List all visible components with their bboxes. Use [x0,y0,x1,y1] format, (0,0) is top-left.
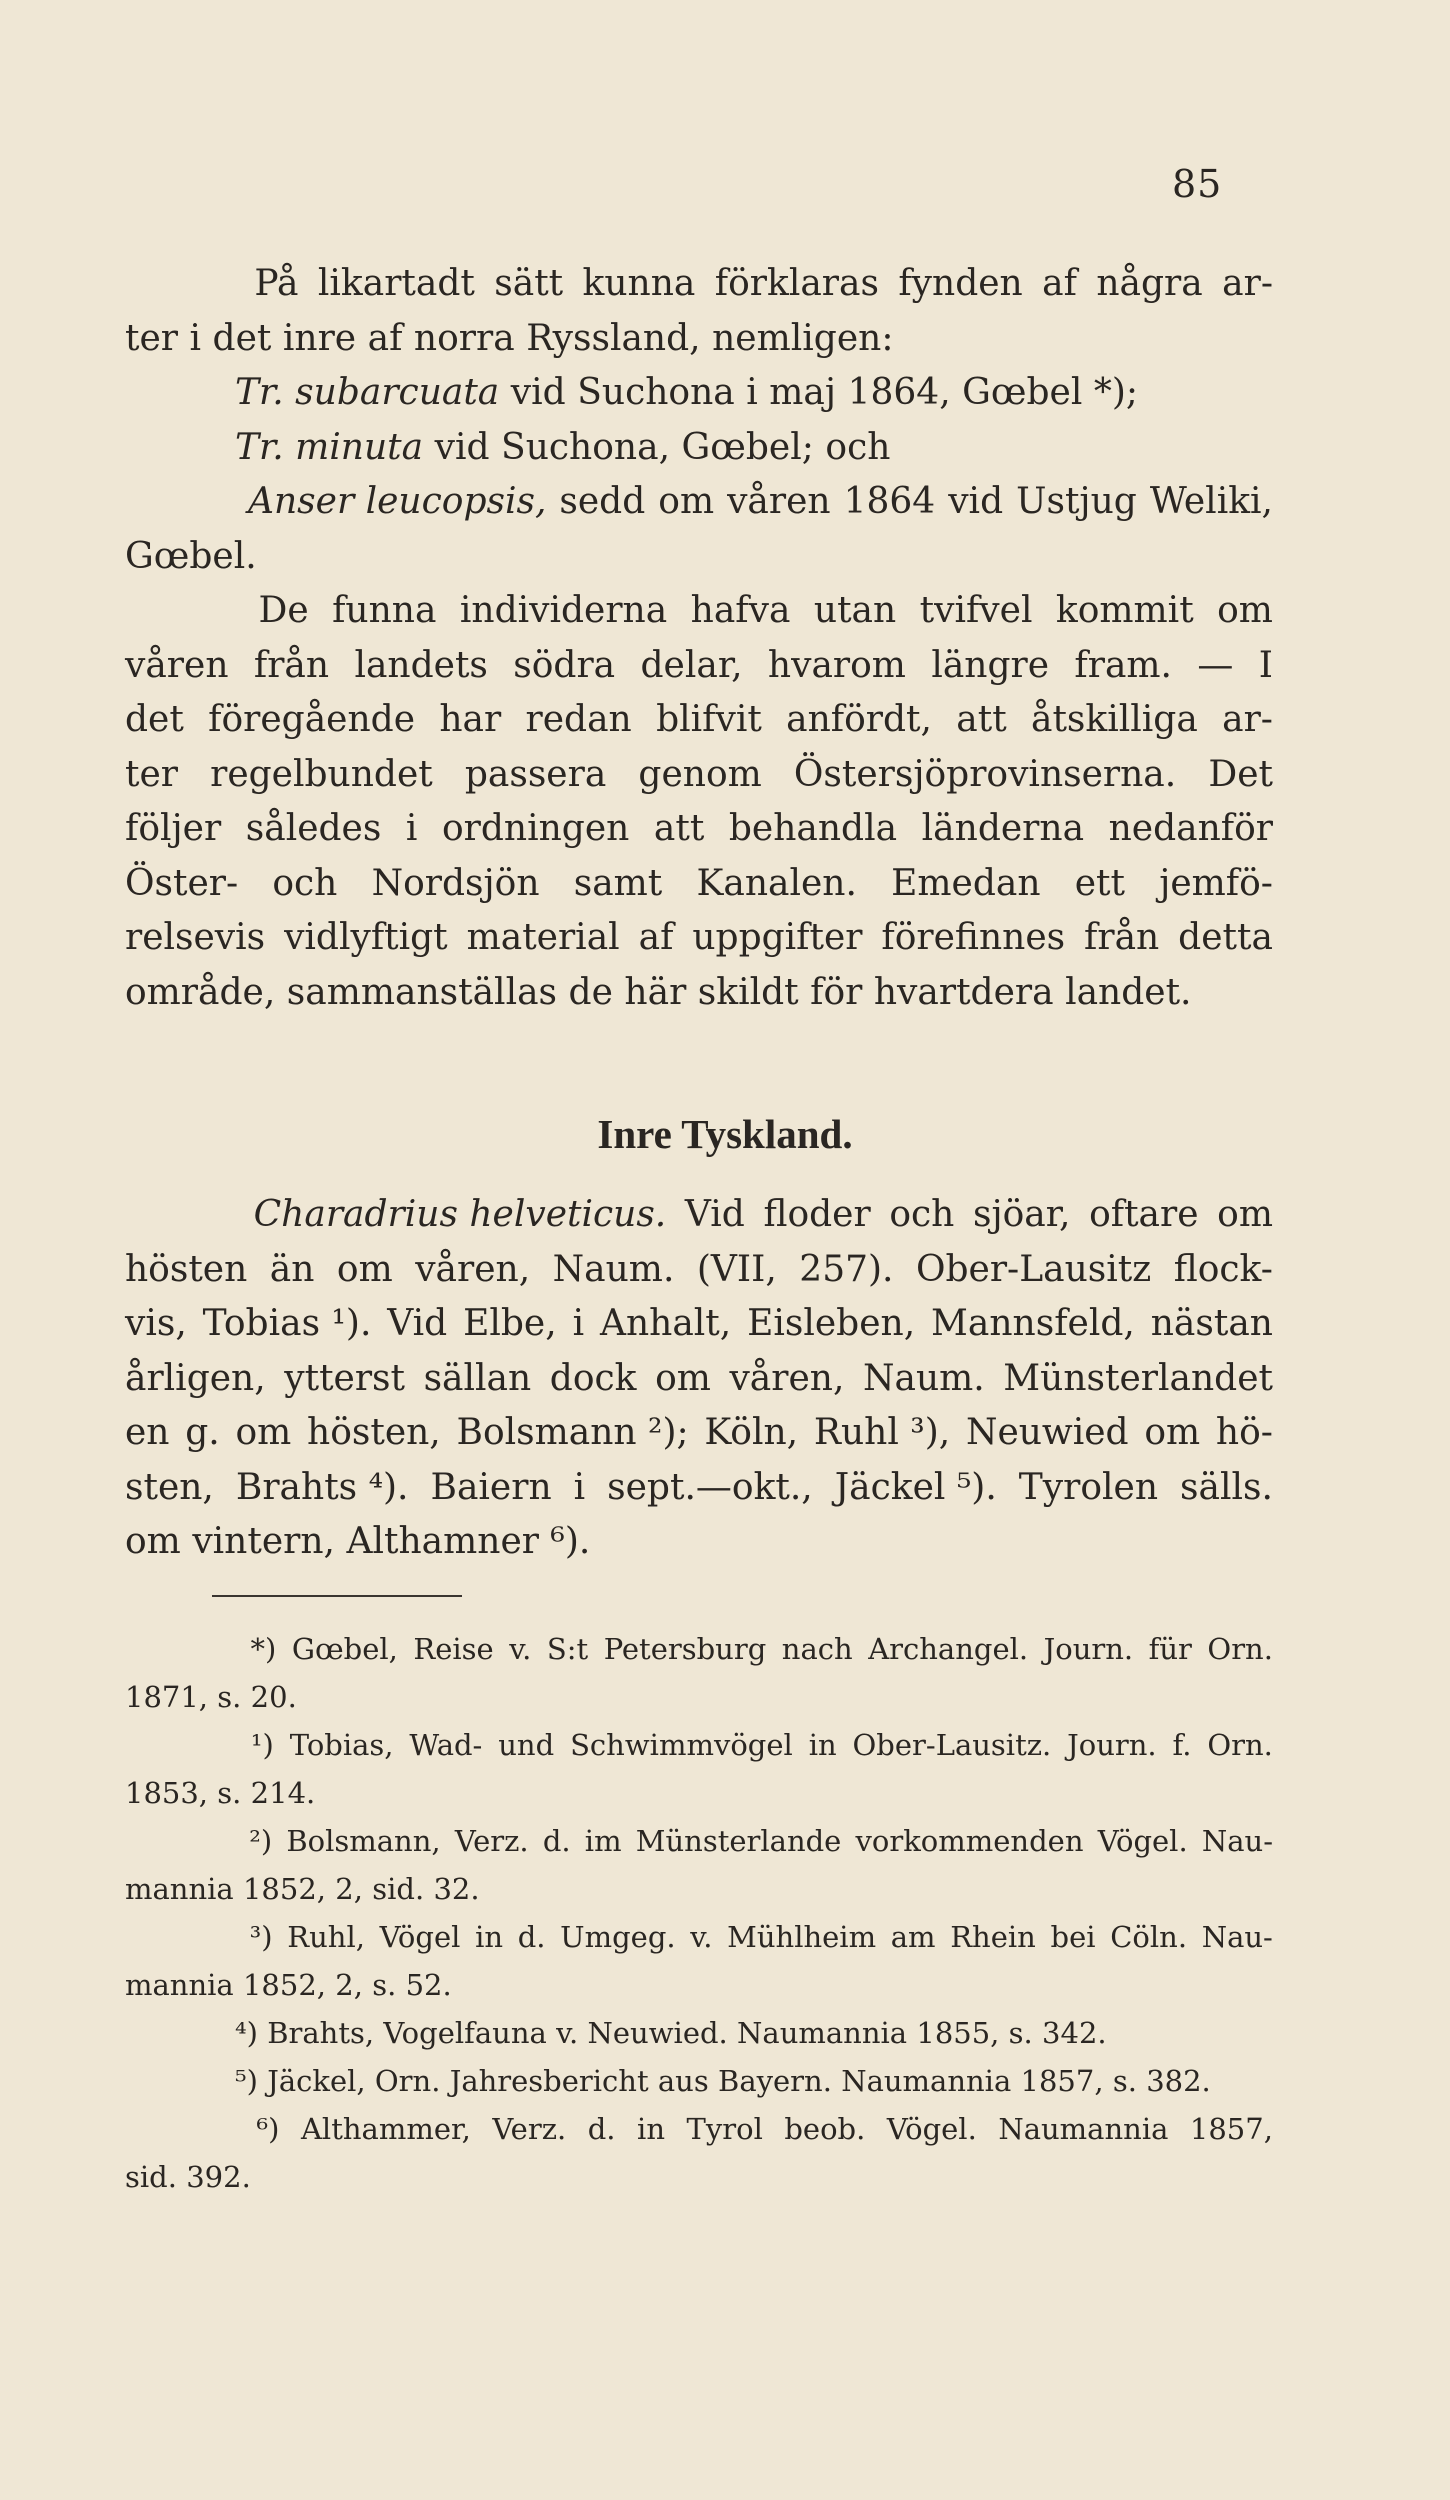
word: Vid [684,1194,745,1235]
word: Petersburg [603,1632,767,1666]
word: I [1258,644,1273,686]
word: Elbe, [463,1303,557,1344]
word: Nordsjön [371,862,540,904]
word: södra [513,644,616,686]
word: att [956,699,1007,740]
word: s. [372,1968,397,2002]
word: Gœbel; [681,426,814,468]
word: Nau- [1201,1824,1273,1858]
word: Brahts, [267,2016,375,2050]
word: Umgeg. [560,1920,676,1954]
word: om [1217,1194,1273,1235]
word: norra [413,317,515,359]
word: Althamner ⁶). [346,1521,591,1562]
footnote-divider [212,1595,462,1597]
word: vintern, [192,1521,335,1562]
word: Vögel. [1097,1824,1188,1858]
text-line [125,1515,1273,1570]
word: Anser leucopsis, [248,481,547,522]
text-line [125,2057,1273,2105]
word: att [653,808,705,849]
word: åtskilliga [1031,699,1198,740]
word: sid. [125,2160,177,2194]
word: Gœbel. [125,535,257,577]
word: Rhein [950,1920,1036,1954]
word: vorkommenden [855,1824,1084,1858]
word: 1852, [242,1968,327,2002]
word: nedanför [1108,808,1273,849]
word: 392. [186,2160,251,2194]
word: d. [517,1920,546,1954]
word: sätt [494,263,564,304]
text-line [125,1769,1273,1817]
word: mannia [125,1872,234,1906]
word: Ober-Lausitz. [852,1728,1052,1762]
word: und [498,1728,555,1762]
word: sid. [372,1872,425,1906]
word: 1871, [125,1680,209,1714]
word: längre [931,644,1050,686]
text-line [125,2105,1273,2153]
footnotes [125,1625,1273,2201]
word: tvifvel [919,590,1033,631]
word: hvartdera [873,971,1054,1013]
word: Mannsfeld, [931,1303,1135,1344]
word: likartadt [317,263,475,304]
word: Jäckel ⁵). [834,1466,997,1508]
word: i [405,808,418,849]
word: maj [769,372,837,413]
word: Tr. subarcuata [235,372,500,413]
word: kommit [1055,590,1194,631]
word: om [336,1248,393,1290]
word: sjöar, [972,1194,1071,1235]
word: nemligen: [712,317,894,359]
word: Nau- [1201,1920,1273,1954]
word: s. [1008,2016,1033,2050]
word: Östersjöprovinserna. [793,753,1177,795]
word: ⁵) [235,2064,258,2098]
word: fynden [898,263,1023,304]
page-number: 85 [1172,162,1223,206]
word: — [1197,644,1234,686]
word: 1857, [1189,2112,1273,2146]
word: aus [657,2064,709,2098]
word: Reise [413,1632,494,1666]
word: dock [549,1357,637,1399]
word: Brahts ⁴). [235,1466,409,1508]
word: af [638,917,674,958]
text-line [125,1865,1273,1913]
word: am [890,1920,936,1954]
word: *) [250,1632,277,1666]
word: 257). [799,1248,894,1290]
text-line [125,1461,1273,1516]
word: floder [763,1194,871,1235]
word: 382. [1146,2064,1211,2098]
word: nach [781,1632,853,1666]
word: årligen, [125,1357,266,1399]
word: om [658,481,715,522]
word: och [889,1194,955,1235]
word: inre [282,317,357,359]
word: kunna [582,263,696,304]
word: Suchona [577,372,735,413]
word: Ruhl ³), [813,1412,951,1453]
word: hafva [690,590,791,631]
word: Vögel [379,1920,461,1954]
word: 2, [335,1968,363,2002]
word: våren [727,481,831,522]
word: regelbundet [210,753,433,795]
word: anfördt, [786,699,932,740]
word: sten, [125,1466,214,1508]
word: hvarom [767,644,906,686]
word: i [746,372,758,413]
word: i [189,317,202,359]
word: beob. [784,2112,866,2146]
word: delar, [640,644,743,686]
word: hö- [1215,1412,1273,1453]
word: om [125,1521,181,1562]
word: 1864, [847,372,951,413]
word: 342. [1042,2016,1107,2050]
word: für [1148,1632,1192,1666]
word: det [125,699,184,740]
word: från [253,644,330,686]
word: föregående [208,699,416,740]
text-line [125,911,1273,966]
word: följer [125,808,222,849]
word: Althammer, [300,2112,471,2146]
word: har [439,699,502,740]
text-line [125,966,1273,1021]
word: 1864 [843,481,936,522]
word: ter [125,317,178,359]
word: Naum. [862,1357,985,1399]
word: Charadrius helveticus. [253,1194,667,1235]
word: Neuwied [965,1412,1129,1453]
word: ar- [1222,263,1273,304]
word: ²) [249,1824,273,1858]
word: relsevis [125,917,266,958]
word: Cöln. [1110,1920,1188,1954]
word: landet. [1065,971,1192,1013]
paragraph-russia-finds [125,257,1273,584]
word: Ryssland, [526,317,701,359]
word: af [367,317,403,359]
text-line [125,530,1273,585]
text-line [125,1721,1273,1769]
word: Bolsmann ²); [456,1412,689,1453]
word: 1855, [916,2016,1000,2050]
word: vis, [125,1303,187,1344]
word: detta [1178,917,1273,958]
text-line [125,1297,1273,1352]
word: Weliki, [1149,481,1273,522]
text-line [125,421,1273,476]
word: Bolsmann, [286,1824,441,1858]
word: Det [1208,753,1273,795]
word: Vogelfauna [383,2016,547,2050]
word: Eisleben, [747,1303,916,1344]
word: behandla [728,808,898,849]
word: våren, [415,1248,531,1290]
word: funna [332,590,437,631]
word: förklaras [714,263,879,304]
word: samt [573,862,663,904]
word: v. [556,2016,579,2050]
word: vid [948,481,1004,522]
word: S:t [546,1632,589,1666]
word: mannia [125,1968,234,2002]
text-line [125,257,1273,312]
word: Verz. [454,1824,529,1858]
word: i [572,1303,585,1344]
word: flock- [1173,1248,1273,1290]
word: 2, [335,1872,363,1906]
text-line [125,1913,1273,1961]
word: uppgifter [692,917,863,958]
word: in [637,2112,665,2146]
word: en [125,1412,170,1453]
word: passera [464,753,607,795]
word: förefinnes [881,917,1066,958]
word: Orn. [1207,1728,1273,1762]
text-line [125,857,1273,912]
word: Orn. [1207,1632,1273,1666]
word: redan [525,699,632,740]
text-line [125,1188,1273,1243]
word: således [245,808,382,849]
word: Ruhl, [287,1920,365,1954]
word: de [568,971,613,1013]
word: individerna [459,590,668,631]
word: Tyrolen [1018,1466,1159,1508]
word: ter [125,753,178,795]
word: jemfö- [1159,862,1273,904]
word: våren [125,644,229,686]
paragraph-individuals [125,584,1273,1020]
word: Baiern [430,1466,552,1508]
word: De [258,590,309,631]
word: vid [510,372,566,413]
word: länderna [921,808,1085,849]
text-line [125,475,1273,530]
word: Gœbel *); [962,372,1138,413]
word: för [810,971,863,1013]
word: fram. [1074,644,1172,686]
word: hösten [125,1248,248,1290]
word: Ustjug [1016,481,1137,522]
word: vid [434,426,490,468]
word: Verz. [492,2112,567,2146]
word: sällan [423,1357,532,1399]
word: Bayern. [718,2064,832,2098]
word: här [624,971,687,1013]
word: blifvit [656,699,762,740]
paragraph-charadrius [125,1188,1273,1570]
word: ⁴) [235,2016,258,2050]
text-line [125,1625,1273,1673]
word: ⁶) [256,2112,280,2146]
text-line [125,2153,1273,2201]
word: skildt [697,971,799,1013]
word: material [466,917,620,958]
word: 52. [405,1968,452,2002]
word: Tobias ¹). [202,1303,372,1344]
text-line [125,584,1273,639]
word: Tobias, [289,1728,394,1762]
text-line [125,1673,1273,1721]
word: ¹) [250,1728,274,1762]
word: Neuwied. [587,2016,728,2050]
word: våren, [729,1357,845,1399]
word: Journ. [1067,1728,1157,1762]
word: 20. [250,1680,297,1714]
word: genom [638,753,762,795]
word: På [254,263,299,304]
text-line [125,312,1273,367]
word: Köln, [704,1412,799,1453]
word: det [212,317,272,359]
word: Jäckel, [267,2064,366,2098]
word: och [825,426,891,468]
word: s. [217,1680,242,1714]
text-line [125,802,1273,857]
word: im [584,1824,622,1858]
word: ar- [1222,699,1273,740]
word: Naumannia [737,2016,908,2050]
word: Vid [387,1303,448,1344]
word: d. [587,2112,616,2146]
word: nästan [1150,1303,1273,1344]
word: Jahresbericht [449,2064,649,2098]
word: i [573,1466,586,1508]
word: d. [542,1824,571,1858]
word: s. [217,1776,242,1810]
word: sammanställas [286,971,558,1013]
word: Ober-Lausitz [915,1248,1152,1290]
word: Naumannia [998,2112,1169,2146]
word: ordningen [441,808,630,849]
word: 1853, [125,1776,209,1810]
word: g. [185,1412,220,1453]
text-line [125,2009,1273,2057]
text-line [125,693,1273,748]
word: Tyrol [686,2112,763,2146]
text-line [125,1817,1273,1865]
word: Emedan [891,862,1041,904]
word: Münsterlandet [1003,1357,1273,1399]
word: in [808,1728,837,1762]
word: om [655,1357,711,1399]
word: f. [1172,1728,1192,1762]
text-line [125,748,1273,803]
word: landets [354,644,488,686]
word: Mühlheim [727,1920,877,1954]
word: bei [1050,1920,1096,1954]
word: Archangel. [868,1632,1029,1666]
word: område, [125,971,276,1013]
word: sept.—okt., [607,1466,813,1508]
word: af [1042,263,1077,304]
word: och [272,862,338,904]
word: Wad- [409,1728,483,1762]
word: Naumannia [841,2064,1012,2098]
word: några [1096,263,1203,304]
text-line [125,1243,1273,1298]
word: utan [813,590,897,631]
word: ytterst [284,1357,405,1399]
word: om [1217,590,1273,631]
word: om [1144,1412,1201,1453]
word: ³) [249,1920,273,1954]
word: Anhalt, [599,1303,732,1344]
word: från [1084,917,1160,958]
word: 32. [433,1872,480,1906]
word: ett [1074,862,1125,904]
word: Vögel. [886,2112,977,2146]
word: Tr. minuta [235,426,424,468]
text-line [125,1352,1273,1407]
word: (VII, [696,1248,777,1290]
word: Münsterlande [635,1824,842,1858]
word: Schwimmvögel [570,1728,793,1762]
word: sedd [559,481,646,522]
word: Journ. [1043,1632,1134,1666]
word: vidlyftigt [284,917,448,958]
text-line [125,1406,1273,1461]
word: s. [1112,2064,1137,2098]
text-line [125,1961,1273,2009]
word: Orn. [374,2064,441,2098]
word: v. [690,1920,713,1954]
word: Kanalen. [696,862,857,904]
section-heading: Inre Tyskland. [597,1111,853,1157]
word: v. [509,1632,532,1666]
word: hösten, [307,1412,441,1453]
word: 1857, [1020,2064,1104,2098]
word: in [475,1920,504,1954]
word: oftare [1089,1194,1199,1235]
text-line [125,366,1273,421]
word: 214. [250,1776,316,1810]
word: Suchona, [501,426,671,468]
word: Öster- [125,862,239,904]
word: Naum. [552,1248,675,1290]
text-line [125,639,1273,694]
word: sälls. [1180,1466,1273,1508]
word: om [235,1412,292,1453]
word: Gœbel, [291,1632,398,1666]
word: 1852, [242,1872,327,1906]
word: än [269,1248,315,1290]
